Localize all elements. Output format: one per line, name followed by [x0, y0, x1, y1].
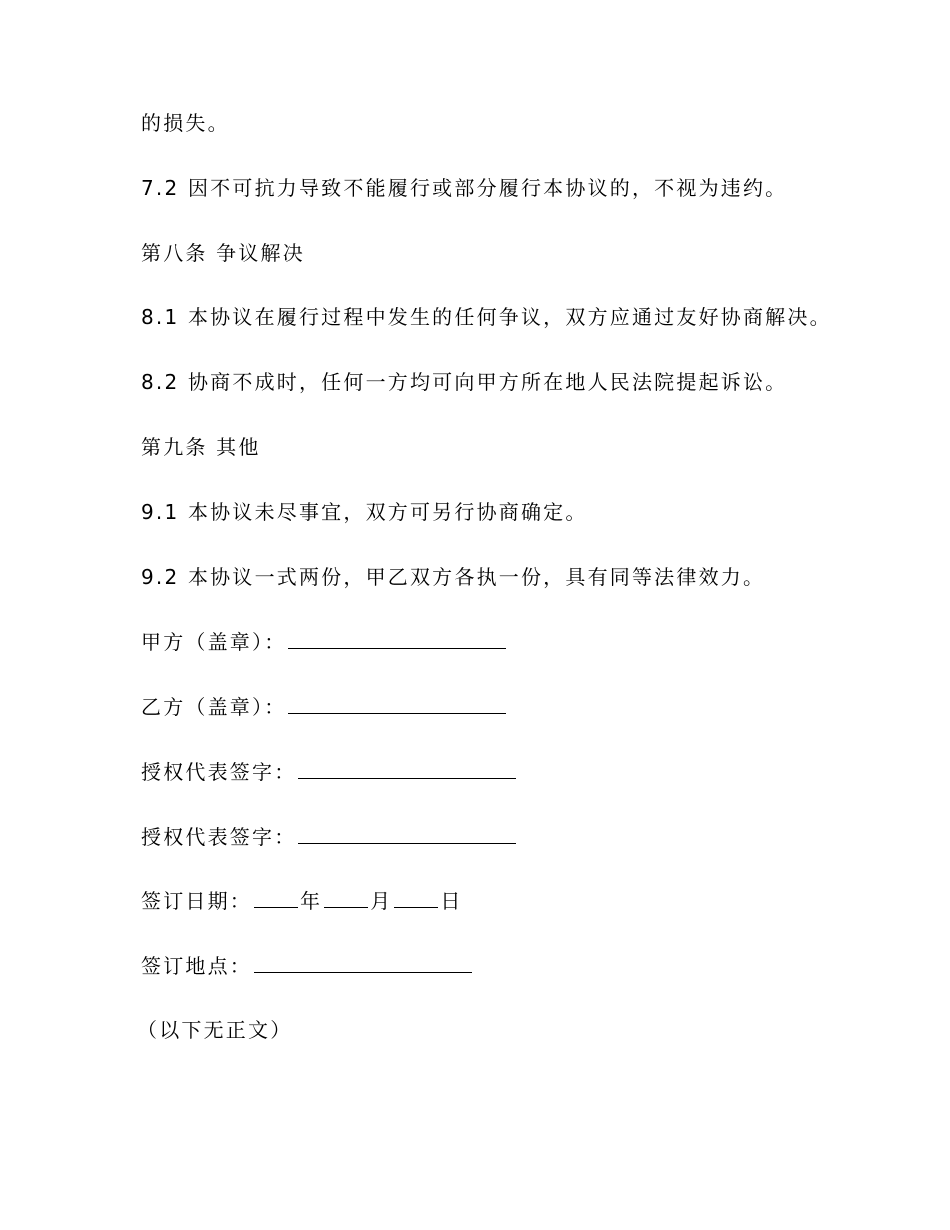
sign-place-label: 签订地点： [141, 954, 252, 978]
sign-date-label: 签订日期： [141, 889, 252, 913]
end-note: （以下无正文） [137, 1018, 293, 1042]
day-unit: 日 [440, 889, 463, 913]
month-blank [324, 887, 368, 908]
sign-date-row [141, 887, 463, 914]
rep-signature-label-1: 授权代表签字： [141, 760, 297, 784]
rep-signature-blank-1 [298, 758, 516, 779]
rep-signature-blank-2 [298, 823, 516, 844]
rep-signature-label-2: 授权代表签字： [141, 825, 297, 849]
party-a-signature-row [141, 628, 506, 655]
article-9-heading: 第九条 其他 [141, 435, 261, 459]
rep-signature-row-2 [141, 823, 516, 850]
party-a-seal-blank [288, 628, 506, 649]
year-unit: 年 [300, 889, 323, 913]
article-8-heading: 第八条 争议解决 [141, 241, 305, 265]
year-blank [254, 887, 298, 908]
sign-place-row [141, 952, 472, 979]
clause-9-2: 9.2 本协议一式两份，甲乙双方各执一份，具有同等法律效力。 [141, 565, 766, 589]
party-b-signature-row [141, 693, 506, 720]
month-unit: 月 [370, 889, 393, 913]
continuation-text: 的损失。 [141, 111, 230, 135]
sign-place-blank [254, 952, 472, 973]
clause-7-2: 7.2 因不可抗力导致不能履行或部分履行本协议的，不视为违约。 [141, 176, 788, 200]
day-blank [394, 887, 438, 908]
rep-signature-row-1 [141, 758, 516, 785]
clause-8-1: 8.1 本协议在履行过程中发生的任何争议，双方应通过友好协商解决。 [141, 305, 832, 329]
clause-9-1: 9.1 本协议未尽事宜，双方可另行协商确定。 [141, 500, 588, 524]
party-b-seal-blank [288, 693, 506, 714]
party-a-label: 甲方（盖章）： [141, 630, 287, 654]
clause-8-2: 8.2 协商不成时，任何一方均可向甲方所在地人民法院提起诉讼。 [141, 370, 788, 394]
party-b-label: 乙方（盖章）： [141, 695, 287, 719]
